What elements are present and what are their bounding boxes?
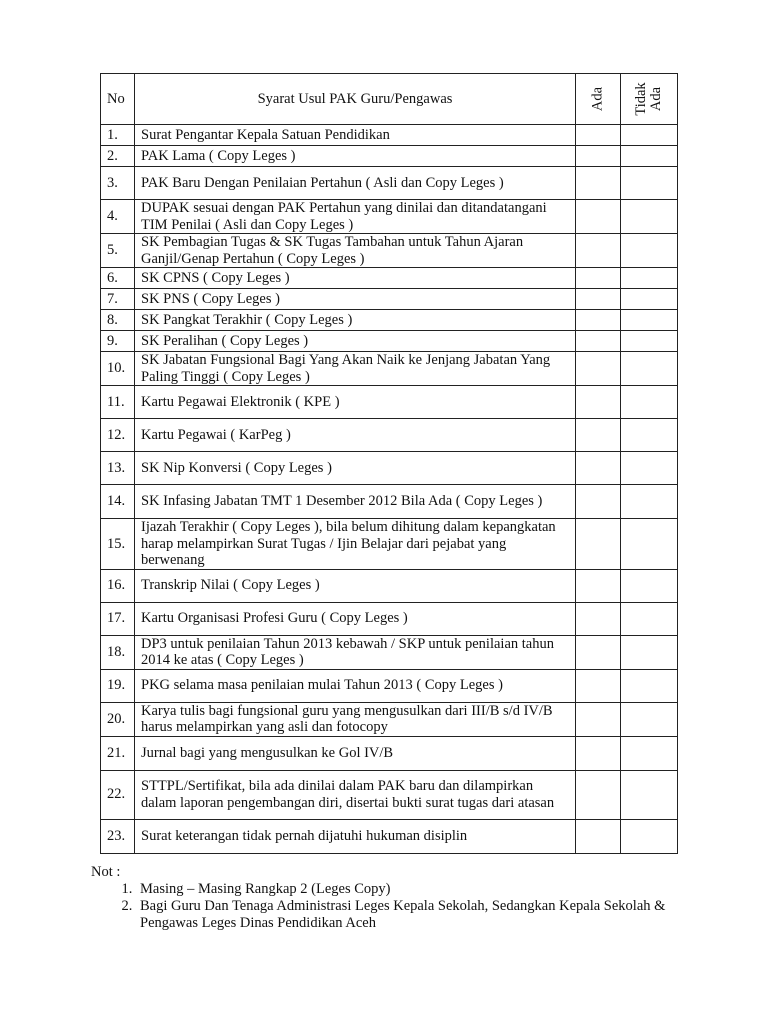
- requirement-text: Ijazah Terakhir ( Copy Leges ), bila belum dihitung dalam kepangkatan harap melampirkan Surat Tugas / Ijin Belajar dari pejabat yang berwenang: [135, 519, 576, 570]
- table-row: [101, 268, 678, 289]
- requirement-text: DUPAK sesuai dengan PAK Pertahun yang dinilai dan ditandatangani TIM Penilai ( Asli dan Copy Leges ): [135, 200, 576, 234]
- table-row: [101, 736, 678, 770]
- requirement-text: Kartu Organisasi Profesi Guru ( Copy Leges ): [135, 602, 576, 635]
- requirement-text: Surat keterangan tidak pernah dijatuhi hukuman disiplin: [135, 819, 576, 853]
- table-row: [101, 819, 678, 853]
- row-number: 12.: [101, 419, 135, 452]
- ada-checkbox-cell[interactable]: [576, 602, 621, 635]
- table-header-row: [101, 74, 678, 125]
- row-number: 15.: [101, 519, 135, 570]
- row-number: 13.: [101, 452, 135, 485]
- ada-checkbox-cell[interactable]: [576, 146, 621, 167]
- tidak-ada-checkbox-cell[interactable]: [621, 602, 678, 635]
- row-number: 21.: [101, 736, 135, 770]
- requirement-text: Karya tulis bagi fungsional guru yang mengusulkan dari III/B s/d IV/B harus melampirkan yang asli dan fotocopy: [135, 702, 576, 736]
- tidak-ada-checkbox-cell[interactable]: [621, 419, 678, 452]
- row-number: 10.: [101, 352, 135, 386]
- requirement-text: Kartu Pegawai Elektronik ( KPE ): [135, 386, 576, 419]
- tidak-ada-checkbox-cell[interactable]: [621, 452, 678, 485]
- tidak-ada-checkbox-cell[interactable]: [621, 669, 678, 702]
- ada-checkbox-cell[interactable]: [576, 485, 621, 519]
- row-number: 20.: [101, 702, 135, 736]
- ada-checkbox-cell[interactable]: [576, 386, 621, 419]
- tidak-ada-checkbox-cell[interactable]: [621, 146, 678, 167]
- ada-checkbox-cell[interactable]: [576, 200, 621, 234]
- table-row: [101, 702, 678, 736]
- row-number: 22.: [101, 770, 135, 819]
- table-row: [101, 452, 678, 485]
- header-ada: [576, 74, 621, 125]
- requirement-text: Transkrip Nilai ( Copy Leges ): [135, 569, 576, 602]
- tidak-ada-checkbox-cell[interactable]: [621, 386, 678, 419]
- table-row: [101, 289, 678, 310]
- table-row: [101, 485, 678, 519]
- row-number: 18.: [101, 635, 135, 669]
- table-row: [101, 386, 678, 419]
- header-ada-label: Ada: [589, 86, 606, 112]
- table-row: [101, 419, 678, 452]
- ada-checkbox-cell[interactable]: [576, 419, 621, 452]
- table-body: [101, 125, 678, 854]
- table-row: [101, 519, 678, 570]
- tidak-ada-checkbox-cell[interactable]: [621, 485, 678, 519]
- ada-checkbox-cell[interactable]: [576, 234, 621, 268]
- note-title: Not :: [91, 864, 121, 880]
- table-row: [101, 669, 678, 702]
- row-number: 11.: [101, 386, 135, 419]
- table-row: [101, 635, 678, 669]
- row-number: 1.: [101, 125, 135, 146]
- row-number: 17.: [101, 602, 135, 635]
- table-row: [101, 770, 678, 819]
- tidak-ada-checkbox-cell[interactable]: [621, 819, 678, 853]
- table-row: [101, 602, 678, 635]
- header-tidak-ada-line2: Ada: [648, 86, 664, 112]
- tidak-ada-checkbox-cell[interactable]: [621, 200, 678, 234]
- requirement-text: SK CPNS ( Copy Leges ): [135, 268, 576, 289]
- tidak-ada-checkbox-cell[interactable]: [621, 310, 678, 331]
- requirements-table: [100, 73, 678, 854]
- tidak-ada-checkbox-cell[interactable]: [621, 331, 678, 352]
- requirement-text: SK Pangkat Terakhir ( Copy Leges ): [135, 310, 576, 331]
- row-number: 4.: [101, 200, 135, 234]
- requirement-text: PAK Baru Dengan Penilaian Pertahun ( Asli dan Copy Leges ): [135, 167, 576, 200]
- table-row: [101, 167, 678, 200]
- note-section: [91, 864, 691, 932]
- table-row: [101, 146, 678, 167]
- ada-checkbox-cell[interactable]: [576, 569, 621, 602]
- row-number: 16.: [101, 569, 135, 602]
- table-row: [101, 125, 678, 146]
- table-row: [101, 200, 678, 234]
- tidak-ada-checkbox-cell[interactable]: [621, 736, 678, 770]
- ada-checkbox-cell[interactable]: [576, 167, 621, 200]
- requirement-text: DP3 untuk penilaian Tahun 2013 kebawah / SKP untuk penilaian tahun 2014 ke atas ( Copy Leges ): [135, 635, 576, 669]
- ada-checkbox-cell[interactable]: [576, 452, 621, 485]
- ada-checkbox-cell[interactable]: [576, 819, 621, 853]
- row-number: 2.: [101, 146, 135, 167]
- tidak-ada-checkbox-cell[interactable]: [621, 289, 678, 310]
- ada-checkbox-cell[interactable]: [576, 331, 621, 352]
- header-syarat: Syarat Usul PAK Guru/Pengawas: [135, 74, 576, 125]
- tidak-ada-checkbox-cell[interactable]: [621, 635, 678, 669]
- header-no: No: [101, 74, 135, 125]
- requirement-text: STTPL/Sertifikat, bila ada dinilai dalam PAK baru dan dilampirkan dalam laporan pengembangan diri, disertai bukti surat tugas dari atasan: [135, 770, 576, 819]
- tidak-ada-checkbox-cell[interactable]: [621, 268, 678, 289]
- ada-checkbox-cell[interactable]: [576, 268, 621, 289]
- header-tidak-ada: [621, 74, 678, 125]
- tidak-ada-checkbox-cell[interactable]: [621, 352, 678, 386]
- requirement-text: SK Pembagian Tugas & SK Tugas Tambahan untuk Tahun Ajaran Ganjil/Genap Pertahun ( Copy Leges ): [135, 234, 576, 268]
- row-number: 23.: [101, 819, 135, 853]
- ada-checkbox-cell[interactable]: [576, 669, 621, 702]
- header-tidak-ada-label: [634, 82, 664, 115]
- note-item: 1. Masing – Masing Rangkap 2 (Leges Copy): [136, 881, 691, 898]
- tidak-ada-checkbox-cell[interactable]: [621, 519, 678, 570]
- requirement-text: SK Nip Konversi ( Copy Leges ): [135, 452, 576, 485]
- tidak-ada-checkbox-cell[interactable]: [621, 770, 678, 819]
- ada-checkbox-cell[interactable]: [576, 125, 621, 146]
- table-row: [101, 234, 678, 268]
- requirement-text: Jurnal bagi yang mengusulkan ke Gol IV/B: [135, 736, 576, 770]
- row-number: 19.: [101, 669, 135, 702]
- row-number: 6.: [101, 268, 135, 289]
- ada-checkbox-cell[interactable]: [576, 310, 621, 331]
- ada-checkbox-cell[interactable]: [576, 635, 621, 669]
- tidak-ada-checkbox-cell[interactable]: [621, 234, 678, 268]
- ada-checkbox-cell[interactable]: [576, 736, 621, 770]
- table-row: [101, 352, 678, 386]
- requirement-text: SK Infasing Jabatan TMT 1 Desember 2012 Bila Ada ( Copy Leges ): [135, 485, 576, 519]
- requirement-text: SK PNS ( Copy Leges ): [135, 289, 576, 310]
- ada-checkbox-cell[interactable]: [576, 289, 621, 310]
- ada-checkbox-cell[interactable]: [576, 702, 621, 736]
- row-number: 5.: [101, 234, 135, 268]
- requirement-text: SK Jabatan Fungsional Bagi Yang Akan Naik ke Jenjang Jabatan Yang Paling Tinggi ( Copy Leges ): [135, 352, 576, 386]
- note-item: 2. Bagi Guru Dan Tenaga Administrasi Leges Kepala Sekolah, Sedangkan Kepala Sekolah & Pengawas Leges Dinas Pendidikan Aceh: [136, 898, 691, 932]
- header-tidak-ada-line1: Tidak: [633, 82, 649, 116]
- note-list: [91, 881, 691, 932]
- tidak-ada-checkbox-cell[interactable]: [621, 125, 678, 146]
- ada-checkbox-cell[interactable]: [576, 770, 621, 819]
- ada-checkbox-cell[interactable]: [576, 519, 621, 570]
- row-number: 9.: [101, 331, 135, 352]
- table-row: [101, 331, 678, 352]
- requirement-text: Surat Pengantar Kepala Satuan Pendidikan: [135, 125, 576, 146]
- requirement-text: PAK Lama ( Copy Leges ): [135, 146, 576, 167]
- table-row: [101, 310, 678, 331]
- table-row: [101, 569, 678, 602]
- ada-checkbox-cell[interactable]: [576, 352, 621, 386]
- requirement-text: SK Peralihan ( Copy Leges ): [135, 331, 576, 352]
- tidak-ada-checkbox-cell[interactable]: [621, 167, 678, 200]
- row-number: 8.: [101, 310, 135, 331]
- tidak-ada-checkbox-cell[interactable]: [621, 569, 678, 602]
- row-number: 7.: [101, 289, 135, 310]
- row-number: 3.: [101, 167, 135, 200]
- row-number: 14.: [101, 485, 135, 519]
- requirement-text: PKG selama masa penilaian mulai Tahun 2013 ( Copy Leges ): [135, 669, 576, 702]
- tidak-ada-checkbox-cell[interactable]: [621, 702, 678, 736]
- requirement-text: Kartu Pegawai ( KarPeg ): [135, 419, 576, 452]
